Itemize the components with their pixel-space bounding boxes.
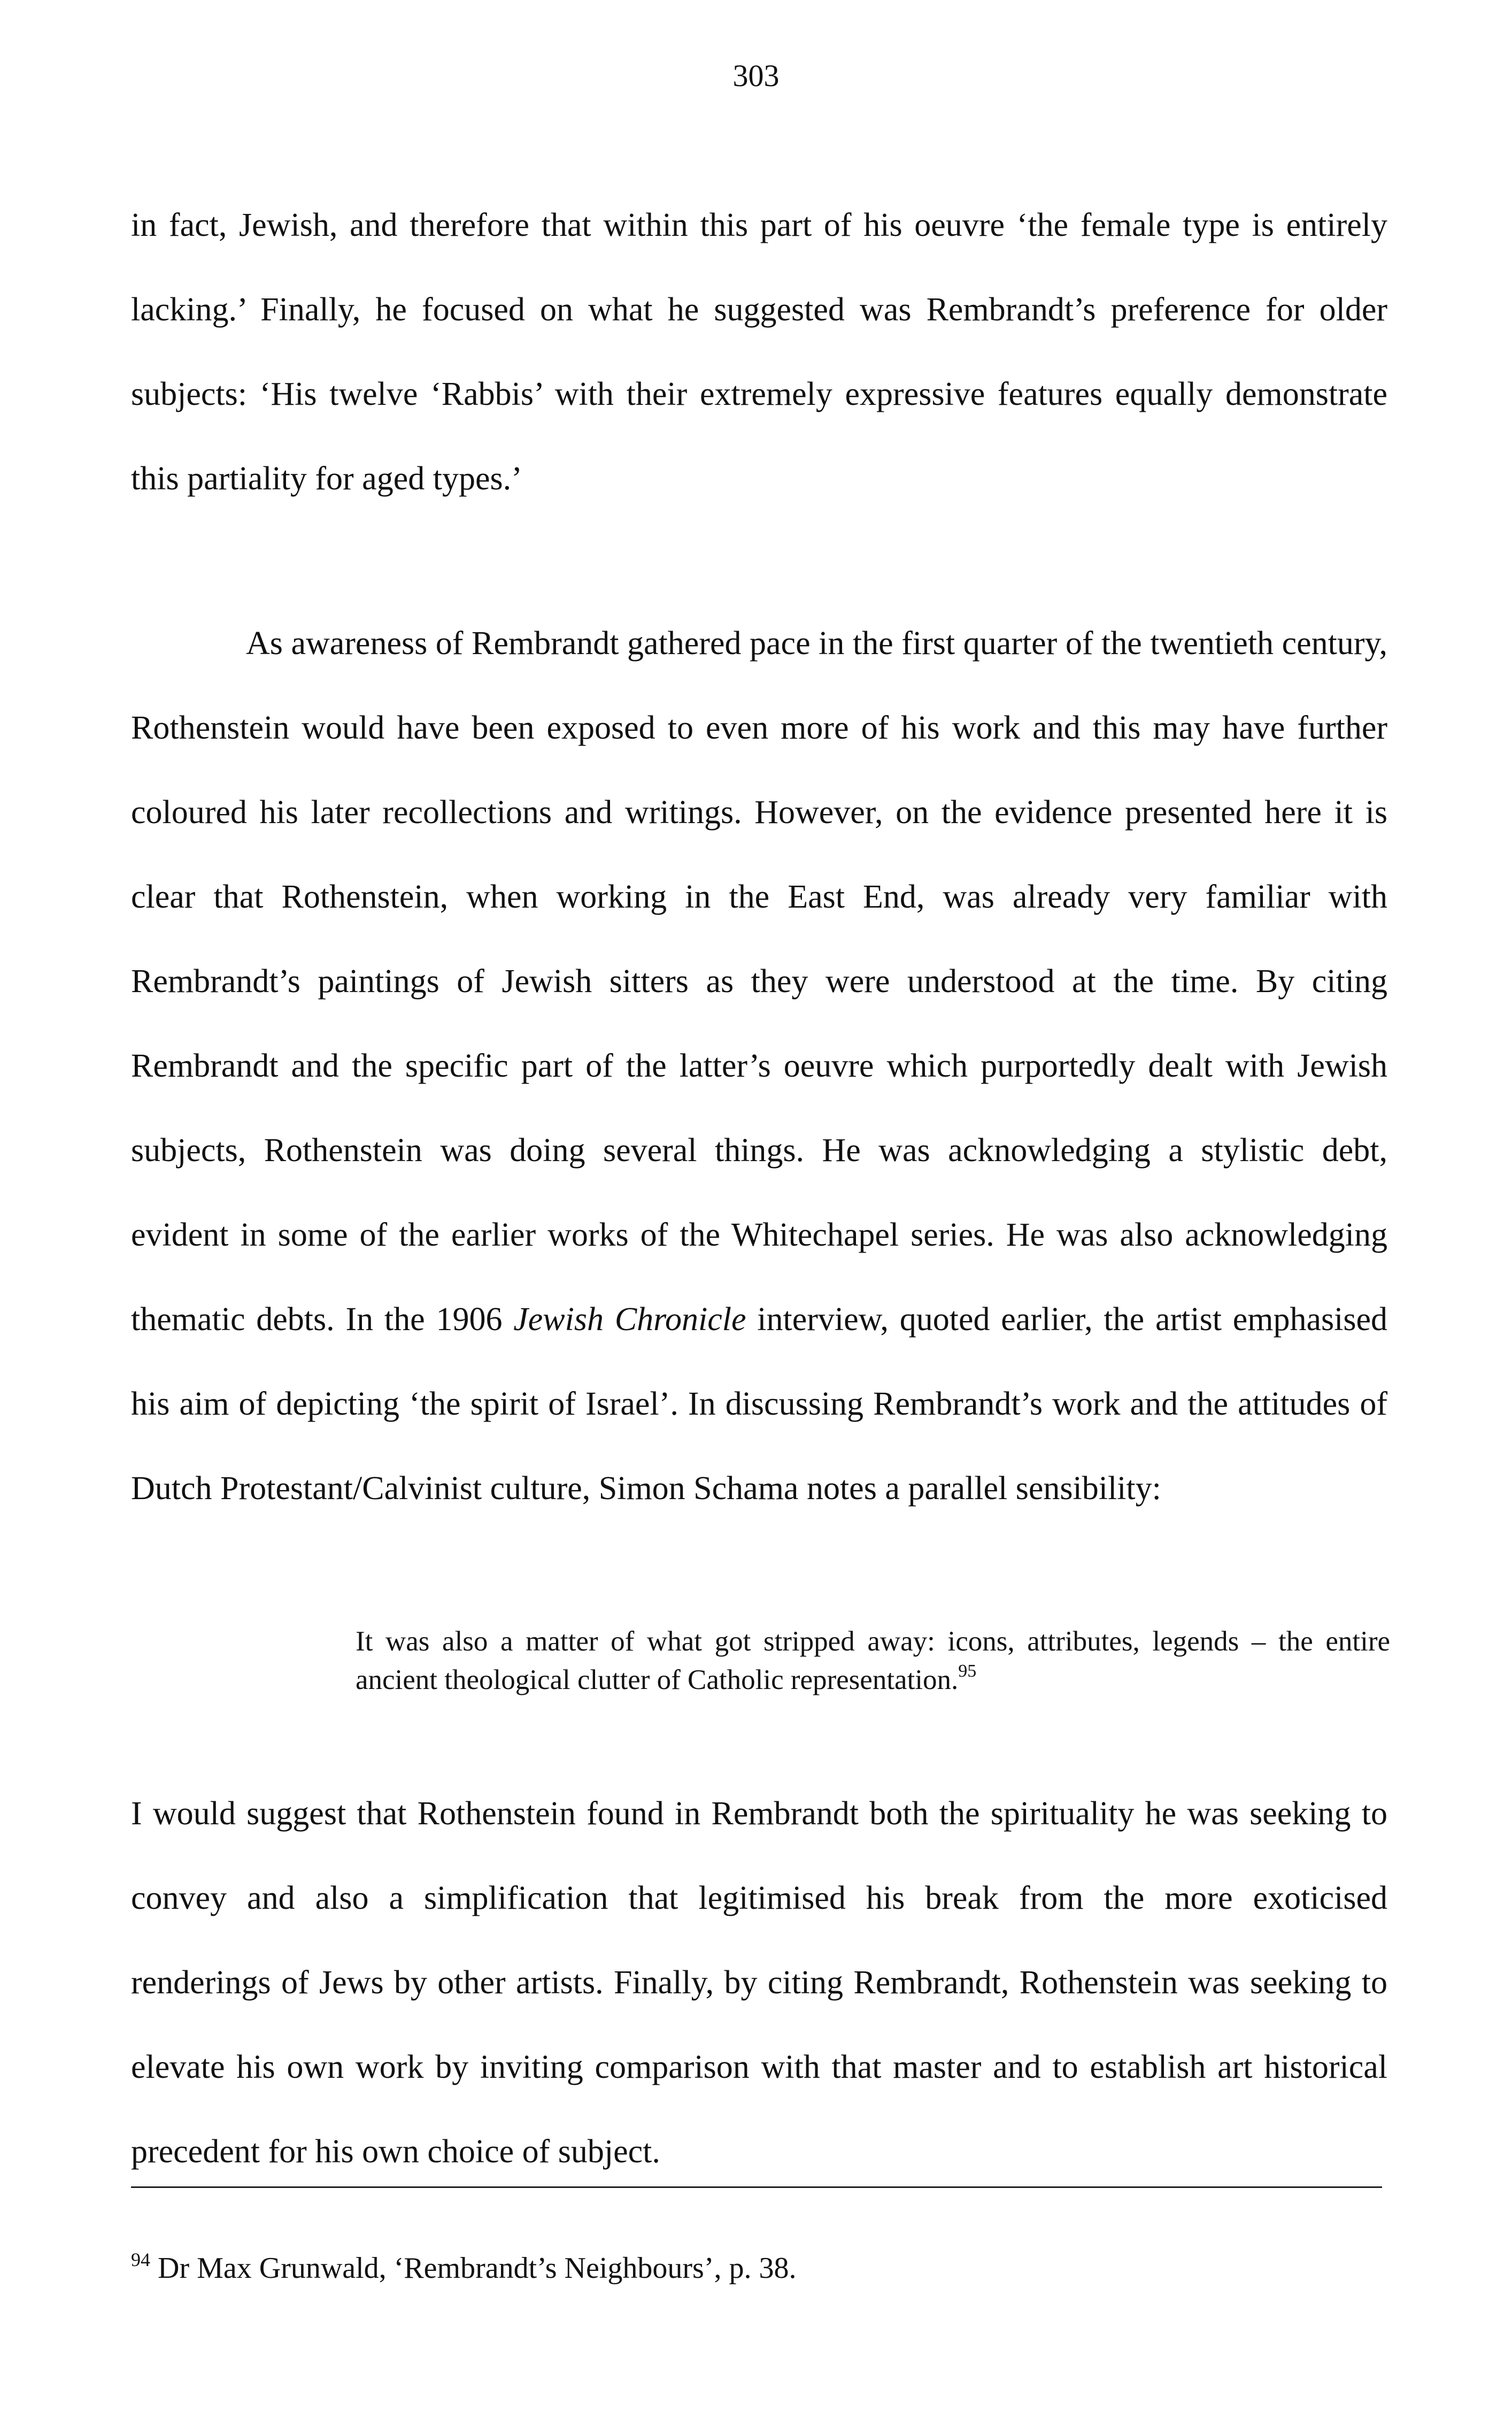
block-quote [356,1622,1390,1699]
footnote-reference-95: 95 [958,1661,977,1681]
footnote-text: Dr Max Grunwald, ‘Rembrandt’s Neighbours’, p. 38. [150,2252,797,2285]
paragraph-2-text: As awareness of Rembrandt gathered pace in the first quarter of the twentieth century, Rothenstein would have been exposed to even more of his work and this may have further coloured his later recollections and writings. However, on the evidence presented here it is clear that Rothenstein, when working in the East End, was already very familiar with Rembrandt’s paintings of Jewish sitters as they were understood at the time. By citing Rembrandt and the specific part of the latter’s oeuvre which purportedly dealt with Jewish subjects, Rothenstein was doing several things. He was acknowledging a stylistic debt, evident in some of the earlier works of the Whitechapel series. He was also acknowledging thematic debts. In the 1906 [131,625,1387,1338]
paragraph-2-text-continued: interview, quoted earlier, the artist emphasised his aim of depicting ‘the spirit of Israel’. In discussing Rembrandt’s work and the attitudes of Dutch Protestant/Calvinist culture, Simon Schama notes a parallel sensibility: [131,1301,1387,1507]
body-paragraph-1: in fact, Jewish, and therefore that within this part of his oeuvre ‘the female type is entirely lacking.’ Finally, he focused on what he suggested was Rembrandt’s preference for older subjects: ‘His twelve ‘Rabbis’ with their extremely expressive features equally demonstrate this partiality for aged types.’ [131,207,1387,497]
italic-title-jewish: Jewish [513,1301,604,1338]
italic-title-chronicle: Chronicle [614,1301,746,1338]
footnote-divider [131,2186,1382,2188]
footnote [131,2249,1382,2287]
body-paragraph-3: I would suggest that Rothenstein found in Rembrandt both the spirituality he was seeking to convey and also a simplification that legitimised his break from the more exoticised renderings of Jews by other artists. Finally, by citing Rembrandt, Rothenstein was seeking to elevate his own work by inviting comparison with that master and to establish art historical precedent for his own choice of subject. [131,1795,1387,2170]
block-quote-text: It was also a matter of what got stripped away: icons, attributes, legends – the entire ancient theological clutter of Catholic representation. [356,1626,1390,1695]
footnote-number: 94 [131,2249,150,2271]
body-paragraph-2 [131,601,1387,1531]
page-number: 303 [732,58,780,93]
